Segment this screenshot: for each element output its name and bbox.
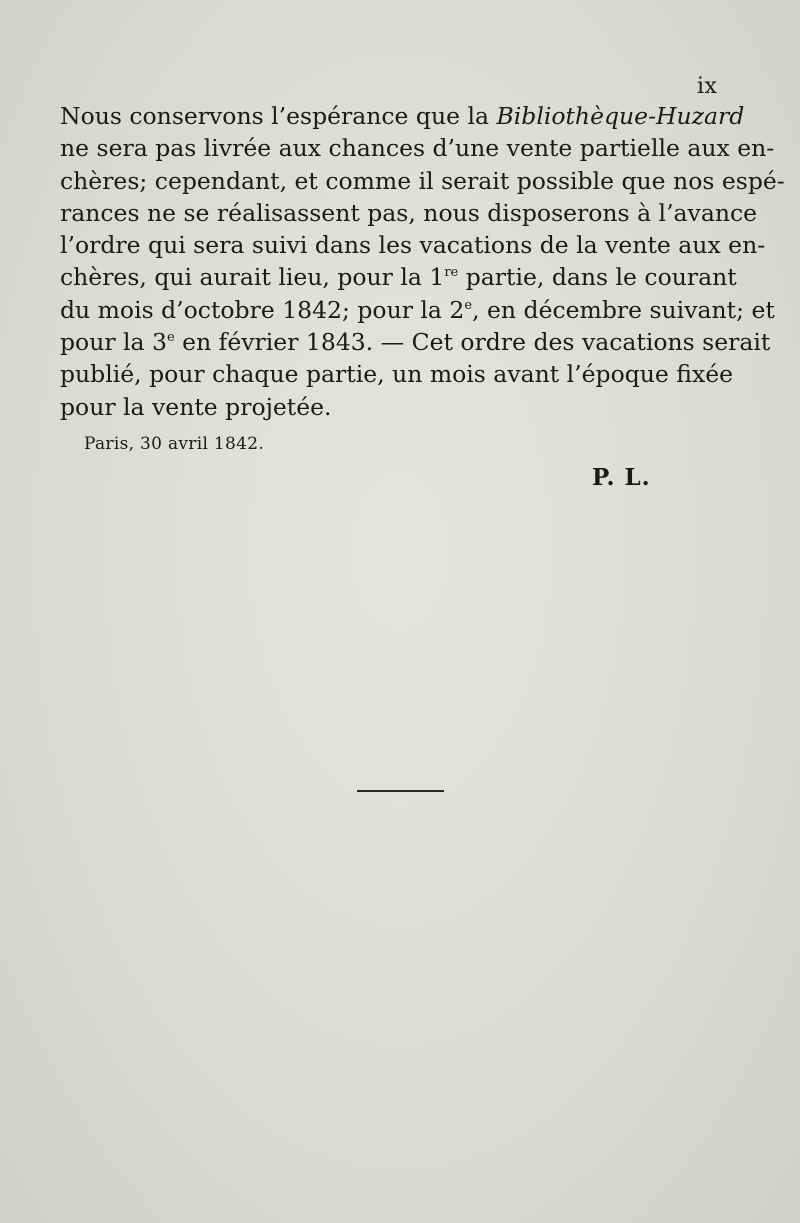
page-number: ix — [697, 74, 718, 99]
paragraph-line: chères; cependant, et comme il serait possible que nos espé- — [60, 166, 785, 195]
ordinal-superscript: e — [166, 330, 175, 346]
paragraph-line: pour la vente projetée. — [60, 392, 332, 421]
paragraph-line: Nous conservons l’espérance que la Bibliothèque-Huzard — [60, 102, 745, 130]
body-paragraph — [60, 100, 785, 423]
paragraph-line: l’ordre qui sera suivi dans les vacations de la vente aux en- — [60, 231, 766, 260]
paragraph-line: du mois d’octobre 1842; pour la 2e, en décembre suivant; et — [60, 295, 775, 324]
paragraph-line: chères, qui aurait lieu, pour la 1re partie, dans le courant — [60, 263, 737, 292]
paragraph-line: rances ne se réalisassent pas, nous disposerons à l’avance — [60, 198, 758, 227]
separator-rule — [357, 790, 444, 792]
paragraph-line: ne sera pas livrée aux chances d’une vente partielle aux en- — [60, 134, 775, 163]
ordinal-superscript: re — [444, 265, 459, 281]
paragraph-line: pour la 3e en février 1843. — Cet ordre des vacations serait — [60, 328, 771, 357]
italic-title: Bibliothèque-Huzard — [496, 102, 745, 130]
paragraph-line: publié, pour chaque partie, un mois avant l’époque fixée — [60, 360, 734, 389]
signature-initials: P. L. — [592, 464, 651, 491]
ordinal-superscript: e — [464, 297, 473, 313]
dateline: Paris, 30 avril 1842. — [84, 434, 265, 454]
